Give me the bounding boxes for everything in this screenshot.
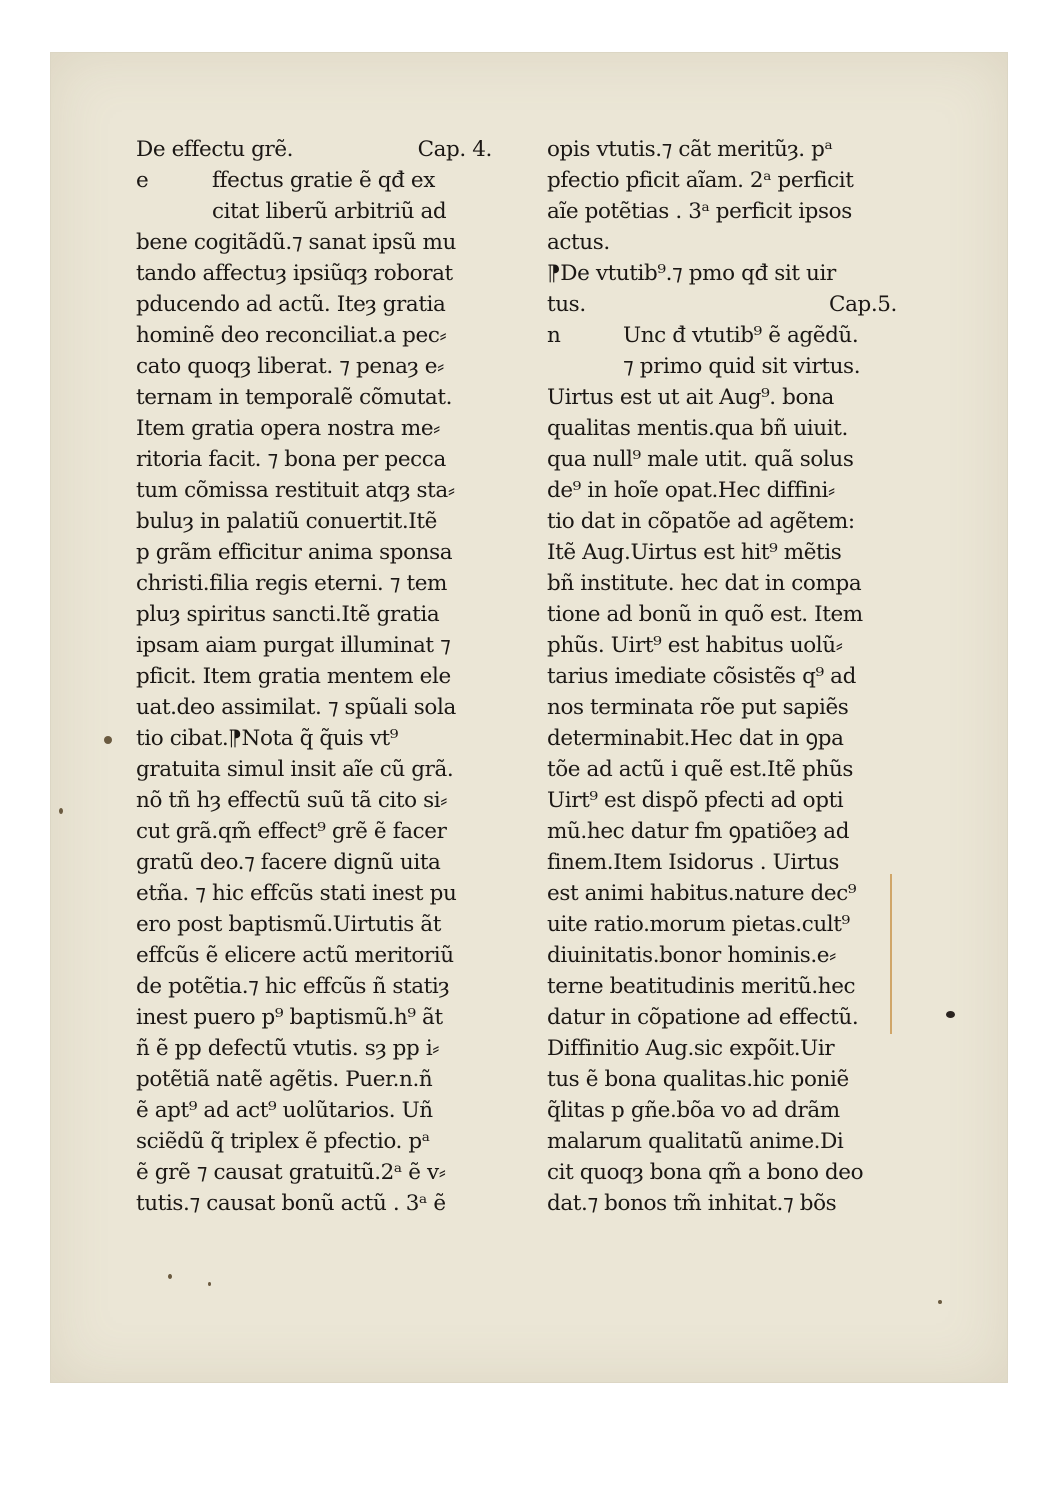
text-line: gratuita simul insit aĩe cũ grã. (136, 757, 454, 782)
text-line: uite ratio.morum pietas.cult⁹ (547, 912, 850, 937)
right-column (547, 134, 897, 1219)
text-line: determinabit.Hec dat in ꝯpa (547, 726, 844, 751)
text-line: Uirtus est ut ait Aug⁹. bona (547, 385, 834, 410)
text-line: ffectus gratie ẽ qđ ex (212, 168, 435, 193)
text-line: malarum qualitatũ anime.Di (547, 1129, 844, 1154)
text-line: phũs. Uirt⁹ est habitus uolũ⸗ (547, 633, 843, 658)
text-line: effcũs ẽ elicere actũ meritoriũ (136, 943, 454, 968)
guide-letter: n (547, 323, 561, 348)
scanned-page (50, 52, 1008, 1383)
text-line: pluȝ spiritus sancti.Itẽ gratia (136, 602, 440, 627)
text-line: mũ.hec datur fm ꝯpatiõeȝ ad (547, 819, 850, 844)
text-line: hominẽ deo reconciliat.a pec⸗ (136, 323, 447, 348)
text-line: tando affectuȝ ipsiũqȝ roborat (136, 261, 453, 286)
text-line: christi.filia regis eterni. ⁊ tem (136, 571, 448, 596)
chapter-heading (136, 134, 492, 165)
text-line: tio cibat.⁋Nota q̃ q̃uis vt⁹ (136, 726, 398, 751)
text-line: etña. ⁊ hic effcũs stati inest pu (136, 881, 457, 906)
text-line: qualitas mentis.qua bñ uiuit. (547, 416, 848, 441)
text-line: nos terminata rõe put sapiẽs (547, 695, 849, 720)
text-line: tutis.⁊ causat bonũ actũ . 3ᵃ ẽ (136, 1191, 446, 1216)
text-line: actus. (547, 230, 610, 255)
text-line: sciẽdũ q̃ triplex ẽ pfectio. pᵃ (136, 1129, 430, 1154)
text-line: buluȝ in palatiũ conuertit.Itẽ (136, 509, 437, 534)
text-line: qua null⁹ male utit. quã solus (547, 447, 854, 472)
text-line: tus ẽ bona qualitas.hic poniẽ (547, 1067, 849, 1092)
ink-speck (208, 1282, 211, 1286)
text-line: tione ad bonũ in quõ est. Item (547, 602, 863, 627)
guide-letter: e (136, 168, 149, 193)
text-line: Uirt⁹ est dispõ pfecti ad opti (547, 788, 844, 813)
chapter-number: Cap. 4. (417, 137, 492, 162)
text-line: ternam in temporalẽ cõmutat. (136, 385, 453, 410)
chapter-number: Cap.5. (829, 292, 897, 317)
text-line: de potẽtia.⁊ hic effcũs ñ statiȝ (136, 974, 450, 999)
text-line: terne beatitudinis meritũ.hec (547, 974, 856, 999)
text-line: aĩe potẽtias . 3ᵃ perficit ipsos (547, 199, 852, 224)
opening-line (547, 320, 897, 351)
text-line: opis vtutis.⁊ cãt meritũȝ. pᵃ (547, 137, 833, 162)
text-line: cato quoqȝ liberat. ⁊ penaȝ e⸗ (136, 354, 444, 379)
text-line: ẽ grẽ ⁊ causat gratuitũ.2ᵃ ẽ v⸗ (136, 1160, 446, 1185)
text-line: finem.Item Isidorus . Uirtus (547, 850, 840, 875)
text-line: tõe ad actũ i quẽ est.Itẽ phũs (547, 757, 854, 782)
ink-speck (946, 1011, 955, 1018)
text-line: tarius imediate cõsistẽs q⁹ ad (547, 664, 856, 689)
chapter-title: De effectu grẽ. (136, 137, 294, 162)
text-line: datur in cõpatione ad effectũ. (547, 1005, 859, 1030)
opening-line (136, 165, 492, 196)
text-line: cit quoqȝ bona qm̃ a bono deo (547, 1160, 864, 1185)
text-line: pficit. Item gratia mentem ele (136, 664, 451, 689)
text-line: pfectio pficit aĩam. 2ᵃ perficit (547, 168, 854, 193)
text-line: bñ institute. hec dat in compa (547, 571, 862, 596)
text-line: diuinitatis.bonor hominis.e⸗ (547, 943, 836, 968)
ink-speck (938, 1300, 942, 1304)
text-line: Item gratia opera nostra me⸗ (136, 416, 440, 441)
text-line: ñ ẽ pp defectũ vtutis. sȝ pp i⸗ (136, 1036, 440, 1061)
chapter-title: tus. (547, 292, 586, 317)
text-line: pducendo ad actũ. Iteȝ gratia (136, 292, 446, 317)
ink-speck (104, 736, 112, 744)
text-line: inest puero p⁹ baptismũ.h⁹ ãt (136, 1005, 443, 1030)
text-line: gratũ deo.⁊ facere dignũ uita (136, 850, 441, 875)
left-column (136, 134, 492, 1219)
text-line: potẽtiã natẽ agẽtis. Puer.n.ñ (136, 1067, 433, 1092)
text-line: ritoria facit. ⁊ bona per pecca (136, 447, 446, 472)
text-line: nõ tñ hȝ effectũ suũ tã cito si⸗ (136, 788, 448, 813)
text-line: q̃litas p gñe.bõa vo ad drãm (547, 1098, 840, 1123)
text-line: citat liberũ arbitriũ ad (212, 199, 447, 224)
text-line: Diffinitio Aug.sic expõit.Uir (547, 1036, 835, 1061)
text-line: Itẽ Aug.Uirtus est hit⁹ mẽtis (547, 540, 842, 565)
chapter-heading (547, 289, 897, 320)
text-line: ⁊ primo quid sit virtus. (623, 354, 861, 379)
text-line: est animi habitus.nature dec⁹ (547, 881, 857, 906)
text-line: uat.deo assimilat. ⁊ spũali sola (136, 695, 456, 720)
text-line: ero post baptismũ.Uirtutis ãt (136, 912, 441, 937)
ink-speck (168, 1274, 172, 1279)
text-line: bene cogitãdũ.⁊ sanat ipsũ mu (136, 230, 456, 255)
ink-speck (59, 808, 63, 814)
text-line: tio dat in cõpatõe ad agẽtem: (547, 509, 855, 534)
text-line: p grãm efficitur anima sponsa (136, 540, 453, 565)
text-line: ipsam aiam purgat illuminat ⁊ (136, 633, 451, 658)
text-line: Unc đ vtutib⁹ ẽ agẽdũ. (623, 323, 859, 348)
chapter-heading-line: ⁋De vtutib⁹.⁊ pmo qđ sit uir (547, 261, 836, 286)
text-line: de⁹ in hoĩe opat.Hec diffini⸗ (547, 478, 835, 503)
text-line: cut grã.qm̃ effect⁹ grẽ ẽ facer (136, 819, 447, 844)
text-line: dat.⁊ bonos tm̃ inhitat.⁊ bõs (547, 1191, 837, 1216)
text-line: ẽ apt⁹ ad act⁹ uolũtarios. Uñ (136, 1098, 433, 1123)
text-line: tum cõmissa restituit atqȝ sta⸗ (136, 478, 455, 503)
